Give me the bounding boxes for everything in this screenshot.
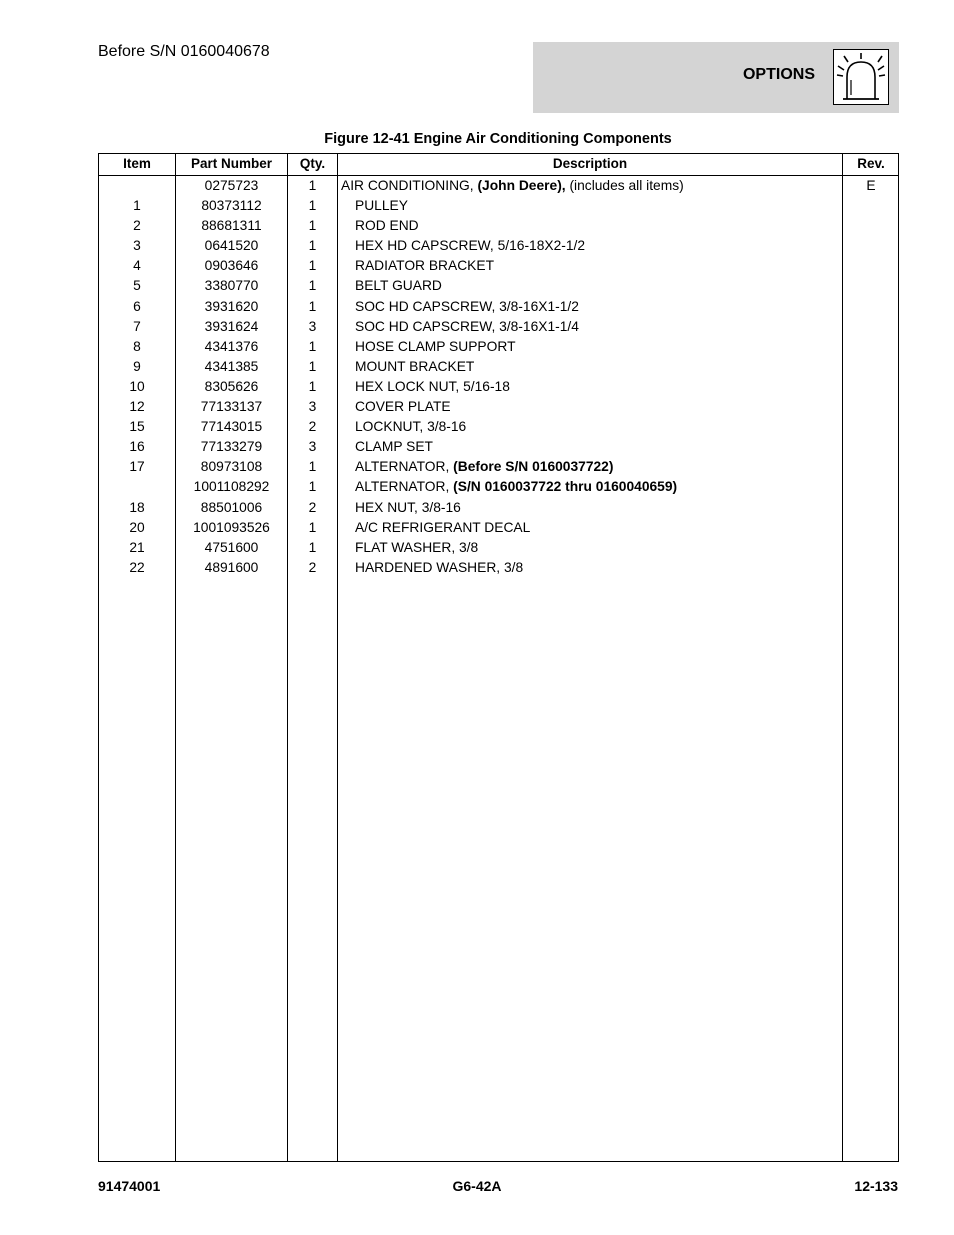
table-row [99,276,898,296]
item-number: 9 [133,358,141,374]
quantity: 3 [308,439,317,455]
quantity: 1 [308,539,317,555]
part-number: 3931620 [204,298,259,314]
table-row [99,558,898,578]
part-number: 77133279 [200,439,263,455]
table-row [99,176,898,196]
item-number: 10 [129,378,145,394]
description-text: COVER PLATE [355,399,451,415]
section-tab [533,42,899,113]
item-number: 12 [129,399,145,415]
part-number: 77143015 [200,419,263,435]
table-row [99,518,898,538]
part-number: 0275723 [204,178,259,193]
description [355,377,855,397]
description-text: PULLEY [355,198,408,214]
item-number: 17 [129,459,145,475]
column-header-item: Item [123,156,151,171]
description [355,477,855,497]
quantity: 2 [308,419,317,435]
serial-note: Before S/N 0160040678 [98,43,270,60]
description-text: ALTERNATOR, [355,479,454,495]
description-text: HEX HD CAPSCREW, 5/16-18X2-1/2 [355,238,586,254]
quantity: 1 [308,218,317,234]
table-body [99,176,898,578]
description [355,236,855,256]
table-row [99,297,898,317]
part-number: 77133137 [200,399,263,415]
table-row [99,357,898,377]
footer-page-number: 12-133 [854,1178,898,1194]
item-number: 22 [129,559,145,575]
description [355,457,855,477]
table-row [99,236,898,256]
description [355,437,855,457]
part-number: 4891600 [204,559,259,575]
description-text: ROD END [355,218,419,234]
item-number: 7 [133,318,141,334]
column-header-qty: Qty. [299,156,326,171]
item-number: 5 [133,278,141,294]
table-row [99,417,898,437]
description [355,276,855,296]
description [355,297,855,317]
column-header-description: Description [552,156,628,171]
part-number: 0903646 [204,258,259,274]
description-bold-text: (Before S/N 0160037722) [453,459,614,475]
description [355,256,855,276]
part-number: 4751600 [204,539,259,555]
table-row [99,397,898,417]
part-number: 3931624 [204,318,259,334]
description-text: SOC HD CAPSCREW, 3/8-16X1-1/2 [355,298,579,314]
part-number: 1001093526 [193,519,270,535]
description-text: HARDENED WASHER, 3/8 [355,559,524,575]
part-number: 80373112 [201,198,262,214]
quantity: 1 [308,198,317,214]
part-number: 4341376 [204,338,259,354]
description [355,518,855,538]
description-text: LOCKNUT, 3/8-16 [355,419,467,435]
table-row [99,498,898,518]
quantity: 1 [308,298,317,314]
quantity: 1 [308,178,317,193]
part-number: 0641520 [204,238,259,254]
description-text: BELT GUARD [355,278,442,294]
quantity: 1 [308,459,317,475]
description [355,538,855,558]
item-number: 15 [129,419,145,435]
footer-model: G6-42A [452,1178,502,1194]
description-text: CLAMP SET [355,439,433,455]
description-bold-text: (John Deere), [477,178,566,193]
figure-title: Figure 12-41 Engine Air Conditioning Components [324,131,672,147]
item-number: 4 [133,258,141,274]
table-row [99,437,898,457]
description [355,216,855,236]
footer-part-number: 91474001 [98,1178,161,1194]
part-number: 8305626 [204,378,259,394]
description [355,558,855,578]
parts-table [98,153,899,1162]
description [355,337,855,357]
table-row [99,377,898,397]
description-text: SOC HD CAPSCREW, 3/8-16X1-1/4 [355,318,579,334]
table-row [99,317,898,337]
description [355,357,855,377]
column-header-rev: Rev. [857,156,885,171]
quantity: 1 [308,338,317,354]
quantity: 1 [308,358,317,374]
section-label: OPTIONS [742,66,815,83]
description [355,417,855,437]
quantity: 2 [308,499,317,515]
part-number: 1001108292 [193,479,270,495]
description [355,196,855,216]
table-row [99,538,898,558]
item-number: 18 [129,499,145,515]
part-number: 80973108 [200,459,263,475]
item-number: 3 [133,238,141,254]
item-number: 8 [133,338,141,354]
part-number: 3380770 [204,278,259,294]
description-trailing-text: (includes all items) [565,178,684,193]
table-row [99,196,898,216]
quantity: 1 [308,278,317,294]
table-row [99,216,898,236]
warning-beacon-icon [833,49,889,105]
part-number: 4341385 [204,358,259,374]
part-number: 88681311 [201,218,262,234]
item-number: 1 [133,198,141,214]
quantity: 2 [308,559,317,575]
item-number: 20 [129,519,145,535]
table-row [99,457,898,477]
quantity: 1 [308,479,317,495]
quantity: 1 [308,378,317,394]
description [355,317,855,337]
item-number: 21 [129,539,145,555]
quantity: 3 [308,318,317,334]
description-text: FLAT WASHER, 3/8 [355,539,479,555]
description [341,176,841,196]
table-row [99,477,898,497]
part-number: 88501006 [200,499,263,515]
description-text: AIR CONDITIONING, [341,178,478,193]
description-text: HEX LOCK NUT, 5/16-18 [355,378,510,394]
item-number: 2 [133,218,141,234]
description [355,397,855,417]
column-header-part-number: Part Number [190,156,273,171]
description-text: ALTERNATOR, [355,459,454,475]
quantity: 1 [308,519,317,535]
item-number: 6 [133,298,141,314]
table-row [99,256,898,276]
description-text: RADIATOR BRACKET [355,258,495,274]
description-bold-text: (S/N 0160037722 thru 0160040659) [453,479,678,495]
quantity: 1 [308,238,317,254]
item-number: 16 [129,439,145,455]
revision: E [866,178,876,193]
description-text: HEX NUT, 3/8-16 [355,499,461,515]
description-text: A/C REFRIGERANT DECAL [355,519,531,535]
description-text: MOUNT BRACKET [355,358,475,374]
description [355,498,855,518]
quantity: 1 [308,258,317,274]
description-text: HOSE CLAMP SUPPORT [355,338,516,354]
table-row [99,337,898,357]
quantity: 3 [308,399,317,415]
